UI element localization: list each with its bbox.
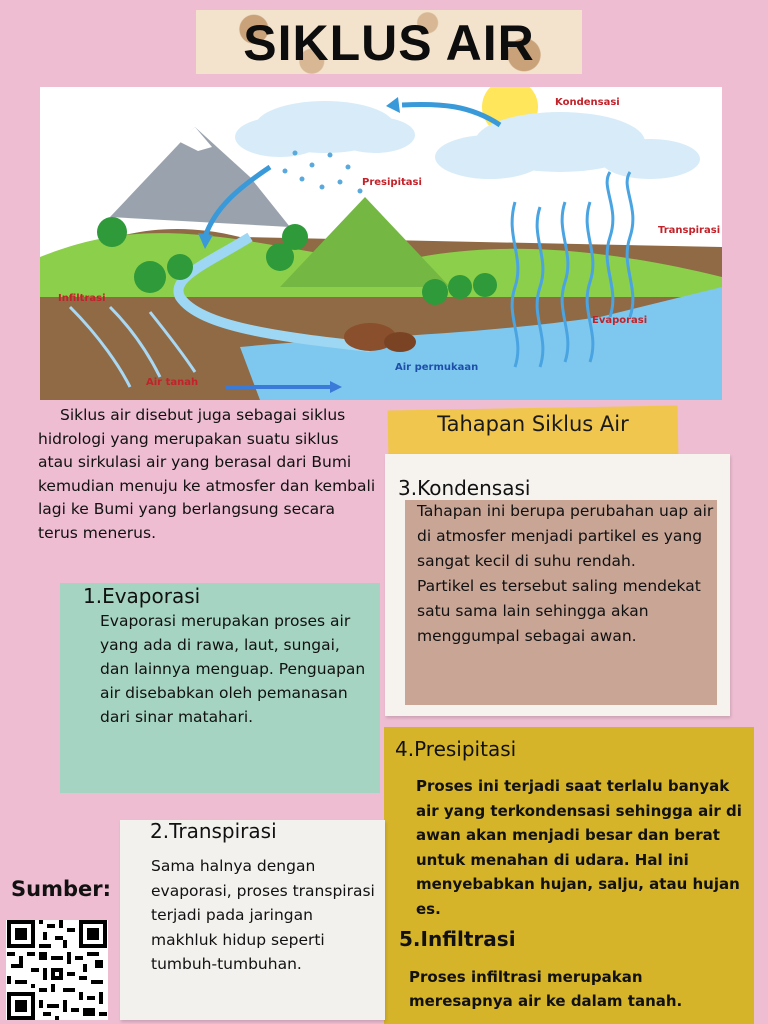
evaporasi-title: 1.Evaporasi xyxy=(83,584,201,608)
kondensasi-paragraph-2: Partikel es tersebut saling mendekat satu sama lain sehingga akan menggumpal sebagai awan. xyxy=(417,577,701,645)
page-title: SIKLUS AIR xyxy=(243,15,535,71)
water-cycle-diagram xyxy=(40,87,722,400)
intro-paragraph: Siklus air disebut juga sebagai siklus hidrologi yang merupakan suatu siklus atau sirkulasi air yang berasal dari Bumi kemudian menuju ke atmosfer dan kembali lagi ke Bumi yang berlangsung secara terus menerus. xyxy=(38,406,376,542)
water-cycle-illustration xyxy=(40,87,722,400)
transpirasi-title: 2.Transpirasi xyxy=(150,819,277,843)
qr-code-icon xyxy=(6,920,108,1020)
kondensasi-body xyxy=(417,499,723,649)
label-transpirasi: Transpirasi xyxy=(658,225,721,236)
kondensasi-paragraph-1: Tahapan ini berupa perubahan uap air di atmosfer menjadi partikel es yang sangat kecil di suhu rendah. xyxy=(417,502,714,570)
qr-code[interactable] xyxy=(6,920,108,1020)
presipitasi-title: 4.Presipitasi xyxy=(395,737,517,761)
sources-label: Sumber: xyxy=(11,877,111,901)
label-infiltrasi: Infiltrasi xyxy=(58,293,106,304)
stages-heading: Tahapan Siklus Air xyxy=(437,412,629,436)
presipitasi-body: Proses ini terjadi saat terlalu banyak air yang terkondensasi sehingga air di awan akan menjadi besar dan berat untuk menahan di udara. Hal ini menyebabkan hujan, salju, atau hujan es. xyxy=(416,777,742,918)
label-evaporasi: Evaporasi xyxy=(592,315,648,326)
evaporasi-body: Evaporasi merupakan proses air yang ada di rawa, laut, sungai, dan lainnya menguap. Penguapan air disebabkan oleh pemanasan dari sinar matahari. xyxy=(100,612,366,726)
kondensasi-title: 3.Kondensasi xyxy=(398,476,531,500)
label-air-tanah: Air tanah xyxy=(146,377,199,388)
transpirasi-body: Sama halnya dengan evaporasi, proses transpirasi terjadi pada jaringan makhluk hidup seperti tumbuh-tumbuhan. xyxy=(151,857,375,973)
infiltrasi-title: 5.Infiltrasi xyxy=(399,927,516,951)
infiltrasi-body: Proses infiltrasi merupakan meresapnya air ke dalam tanah. xyxy=(409,968,683,1010)
label-air-permukaan: Air permukaan xyxy=(395,362,479,373)
label-presipitasi: Presipitasi xyxy=(362,177,422,188)
label-kondensasi: Kondensasi xyxy=(555,97,620,108)
